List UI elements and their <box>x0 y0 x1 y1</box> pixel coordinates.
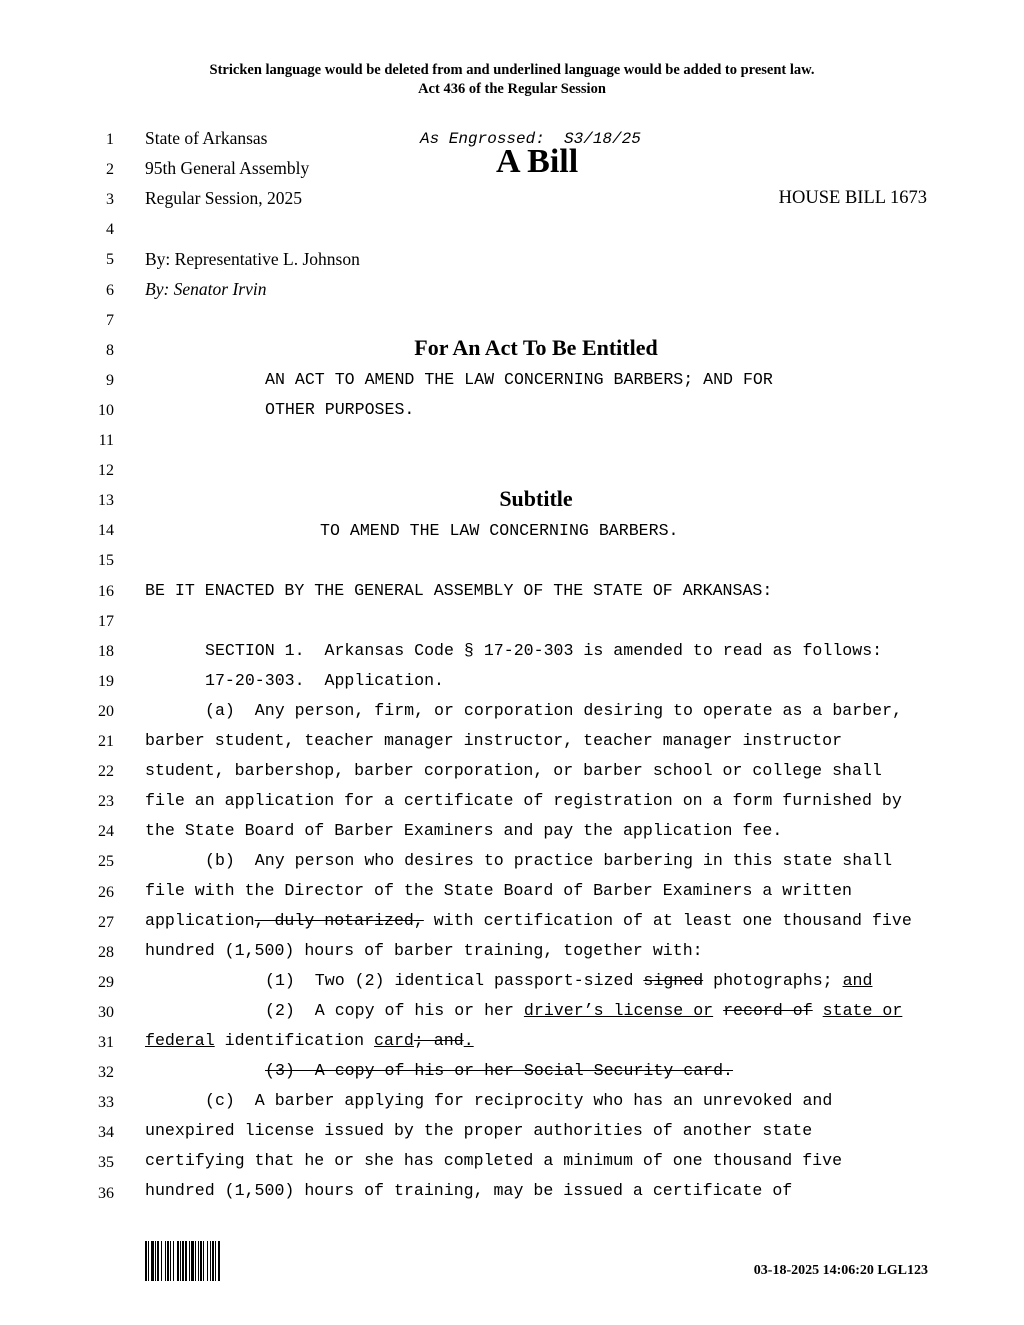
title-line-1: AN ACT TO AMEND THE LAW CONCERNING BARBERS; AND FOR <box>265 370 773 389</box>
line-number: 30 <box>98 1003 114 1021</box>
line-number: 6 <box>106 281 114 299</box>
added-text: federal <box>145 1031 215 1050</box>
body-line-21: barber student, teacher manager instructor, teacher manager instructor <box>145 731 843 750</box>
line-number: 10 <box>98 401 114 419</box>
body-line-33: (c) A barber applying for reciprocity who has an unrevoked and <box>205 1091 833 1110</box>
line-number: 8 <box>106 341 114 359</box>
line-number: 22 <box>98 763 114 781</box>
line-number: 20 <box>98 702 114 720</box>
line-number: 15 <box>98 552 114 570</box>
enacting-clause: BE IT ENACTED BY THE GENERAL ASSEMBLY OF THE STATE OF ARKANSAS: <box>145 581 773 600</box>
body-line-32-stricken: (3) A copy of his or her Social Security card. <box>265 1061 734 1080</box>
line-number: 35 <box>98 1154 114 1172</box>
line-number: 16 <box>98 582 114 600</box>
body-line-25: (b) Any person who desires to practice barbering in this state shall <box>205 851 893 870</box>
line-number: 29 <box>98 973 114 991</box>
line-number: 1 <box>106 131 114 148</box>
body-line-34: unexpired license issued by the proper authorities of another state <box>145 1121 813 1140</box>
added-text: . <box>463 1031 474 1050</box>
text <box>813 1001 823 1020</box>
line-number: 17 <box>98 612 114 630</box>
line-number: 34 <box>98 1124 114 1142</box>
text: (1) Two (2) identical passport-sized <box>265 971 644 990</box>
body-line-23: file an application for a certificate of registration on a form furnished by <box>145 791 902 810</box>
line-number: 4 <box>106 221 114 239</box>
body-line-28: hundred (1,500) hours of barber training, together with: <box>145 941 703 960</box>
added-text: and <box>842 971 873 990</box>
line-number: 36 <box>98 1184 114 1202</box>
body-line-31 <box>145 1031 474 1050</box>
stricken-text: record of <box>723 1001 813 1020</box>
body-line-24: the State Board of Barber Examiners and pay the application fee. <box>145 821 783 840</box>
subtitle-heading: Subtitle <box>499 486 573 511</box>
amendment-notice: Stricken language would be deleted from and underlined language would be added to present law. <box>209 62 815 78</box>
text: photographs; <box>703 971 843 990</box>
line-number: 32 <box>98 1064 114 1082</box>
line-number: 24 <box>98 823 114 841</box>
stricken-text: , duly notarized, <box>254 911 424 930</box>
engrossed-date: As Engrossed: S3/18/25 <box>420 130 641 148</box>
body-line-27 <box>145 911 912 930</box>
barcode-icon <box>145 1241 275 1281</box>
line-number: 13 <box>98 492 114 510</box>
line-number: 25 <box>98 853 114 871</box>
line-number: 11 <box>98 432 114 449</box>
line-number: 23 <box>98 793 114 811</box>
senate-sponsor: By: Senator Irvin <box>145 279 267 299</box>
text <box>713 1001 723 1020</box>
line-number: 26 <box>98 883 114 901</box>
body-line-36: hundred (1,500) hours of training, may be issued a certificate of <box>145 1181 793 1200</box>
body-line-35: certifying that he or she has completed a minimum of one thousand five <box>145 1151 843 1170</box>
body-line-30 <box>265 1001 902 1020</box>
line-number: 18 <box>98 642 114 660</box>
stricken-text: signed <box>643 971 704 990</box>
code-section-title: 17-20-303. Application. <box>205 671 444 690</box>
text: (2) A copy of his or her <box>265 1001 524 1020</box>
body-line-22: student, barbershop, barber corporation, or barber school or college shall <box>145 761 882 780</box>
text: with certification of at least one thousand five <box>423 911 912 930</box>
document-timestamp: 03-18-2025 14:06:20 LGL123 <box>753 1263 928 1278</box>
stricken-text: ; and <box>413 1031 464 1050</box>
title-line-2: OTHER PURPOSES. <box>265 400 415 419</box>
line-number: 21 <box>98 733 114 750</box>
added-text: state or <box>822 1001 903 1020</box>
act-number: Act 436 of the Regular Session <box>418 81 606 97</box>
body-line-20: (a) Any person, firm, or corporation desiring to operate as a barber, <box>205 701 903 720</box>
general-assembly: 95th General Assembly <box>145 158 310 178</box>
section-1-heading: SECTION 1. Arkansas Code § 17-20-303 is amended to read as follows: <box>205 641 883 660</box>
added-text: card <box>374 1031 414 1050</box>
line-number: 2 <box>106 161 114 179</box>
added-text: driver’s license or <box>523 1001 714 1020</box>
line-number: 7 <box>106 311 114 329</box>
bill-number: HOUSE BILL 1673 <box>778 188 927 208</box>
session-name: Regular Session, 2025 <box>145 188 303 208</box>
line-number: 31 <box>98 1034 114 1051</box>
line-number: 33 <box>98 1094 114 1112</box>
body-line-26: file with the Director of the State Board of Barber Examiners a written <box>145 881 853 900</box>
bill-label: A Bill <box>496 143 579 180</box>
line-number: 14 <box>98 522 114 540</box>
subtitle-text: TO AMEND THE LAW CONCERNING BARBERS. <box>320 521 679 540</box>
text: application <box>145 911 255 930</box>
text: identification <box>214 1031 375 1050</box>
line-number: 5 <box>106 251 114 269</box>
line-number: 28 <box>98 943 114 961</box>
body-line-29 <box>265 971 872 990</box>
title-heading: For An Act To Be Entitled <box>414 335 658 360</box>
line-number: 12 <box>98 462 114 480</box>
state-name: State of Arkansas <box>145 128 268 148</box>
line-number: 3 <box>106 191 114 209</box>
house-sponsor: By: Representative L. Johnson <box>145 249 360 269</box>
line-number: 9 <box>106 371 114 389</box>
line-number: 19 <box>98 672 114 690</box>
line-number: 27 <box>98 913 114 931</box>
